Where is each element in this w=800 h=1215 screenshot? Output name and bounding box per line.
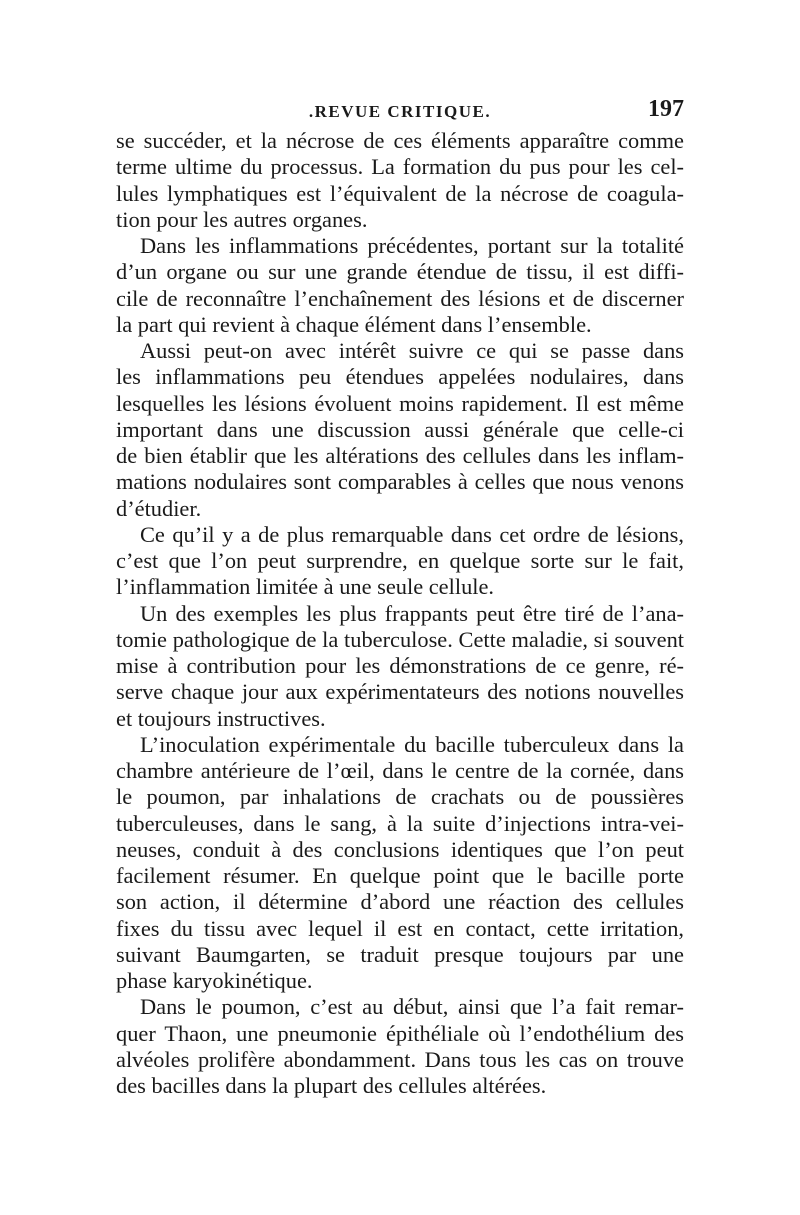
text-line: l’inflammation limitée à une seule cellule. [116, 574, 495, 600]
page-number: 197 [648, 96, 684, 122]
text-line: d’étudier. [116, 495, 202, 521]
text-line: les inflammations peu étendues appelées nodulaires, dans [116, 364, 684, 390]
text-line: fixes du tissu avec lequel il est en contact, cette irritation, [116, 915, 684, 941]
paragraph [116, 233, 684, 338]
body-text [116, 128, 684, 1099]
text-line: mise à contribution pour les démonstrations de ce genre, ré- [116, 653, 684, 678]
text-line: Aussi peut-on avec intérêt suivre ce qui se passe dans [140, 338, 684, 363]
text-line: se succéder, et la nécrose de ces éléments apparaître comme [116, 128, 684, 153]
paragraph [116, 522, 684, 601]
paragraph [116, 601, 684, 732]
text-line: la part qui revient à chaque élément dans l’ensemble. [116, 311, 592, 337]
text-line: cile de reconnaître l’enchaînement des lésions et de discerner [116, 285, 684, 311]
page-header [116, 96, 684, 126]
text-line: Dans le poumon, c’est au début, ainsi que l’a fait remar- [140, 994, 684, 1020]
paragraph [116, 732, 684, 995]
text-line: L’inoculation expérimentale du bacille tuberculeux dans la [140, 731, 684, 757]
text-line: serve chaque jour aux expérimentateurs des notions nouvelles [116, 679, 684, 705]
text-line: Ce qu’il y a de plus remarquable dans cet ordre de lésions, [140, 521, 684, 547]
text-line: Dans les inflammations précédentes, portant sur la totalité [140, 233, 684, 258]
text-line: c’est que l’on peut surprendre, en quelque sorte sur le fait, [116, 548, 684, 573]
text-line: neuses, conduit à des conclusions identiques que l’on peut [116, 836, 684, 862]
text-line: lesquelles les lésions évoluent moins rapidement. Il est même [116, 390, 684, 416]
text-line: son action, il détermine d’abord une réaction des cellules [116, 889, 684, 915]
text-line: terme ultime du processus. La formation du pus pour les cel- [116, 154, 684, 180]
text-line: important dans une discussion aussi générale que celle-ci [116, 416, 684, 442]
text-line: et toujours instructives. [116, 705, 326, 731]
text-line: chambre antérieure de l’œil, dans le centre de la cornée, dans [116, 758, 684, 783]
text-line: des bacilles dans la plupart des cellules altérées. [116, 1073, 547, 1098]
text-line: lules lymphatiques est l’équivalent de la nécrose de coagula- [116, 180, 684, 206]
paragraph [116, 338, 684, 522]
text-line: le poumon, par inhalations de crachats ou de poussières [116, 784, 684, 810]
paragraph [116, 128, 684, 233]
text-line: de bien établir que les altérations des cellules dans les inflam- [116, 443, 684, 468]
text-line: quer Thaon, une pneumonie épithéliale où l’endothélium des [116, 1020, 684, 1046]
text-line: tomie pathologique de la tuberculose. Cette maladie, si souvent [116, 626, 684, 652]
text-line: tion pour les autres organes. [116, 206, 368, 232]
text-line: facilement résumer. En quelque point que le bacille porte [116, 863, 684, 888]
text-line: tuberculeuses, dans le sang, à la suite d’injections intra-vei- [116, 810, 684, 836]
text-line: Un des exemples les plus frappants peut être tiré de l’ana- [140, 600, 684, 626]
text-line: phase karyokinétique. [116, 968, 313, 993]
text-line: suivant Baumgarten, se traduit presque toujours par une [116, 941, 684, 967]
text-line: mations nodulaires sont comparables à celles que nous venons [116, 469, 684, 495]
running-title: .REVUE CRITIQUE. [308, 102, 492, 121]
text-line: d’un organe ou sur une grande étendue de tissu, il est diffi- [116, 259, 684, 285]
text-line: alvéoles prolifère abondamment. Dans tous les cas on trouve [116, 1046, 684, 1072]
paragraph [116, 994, 684, 1099]
